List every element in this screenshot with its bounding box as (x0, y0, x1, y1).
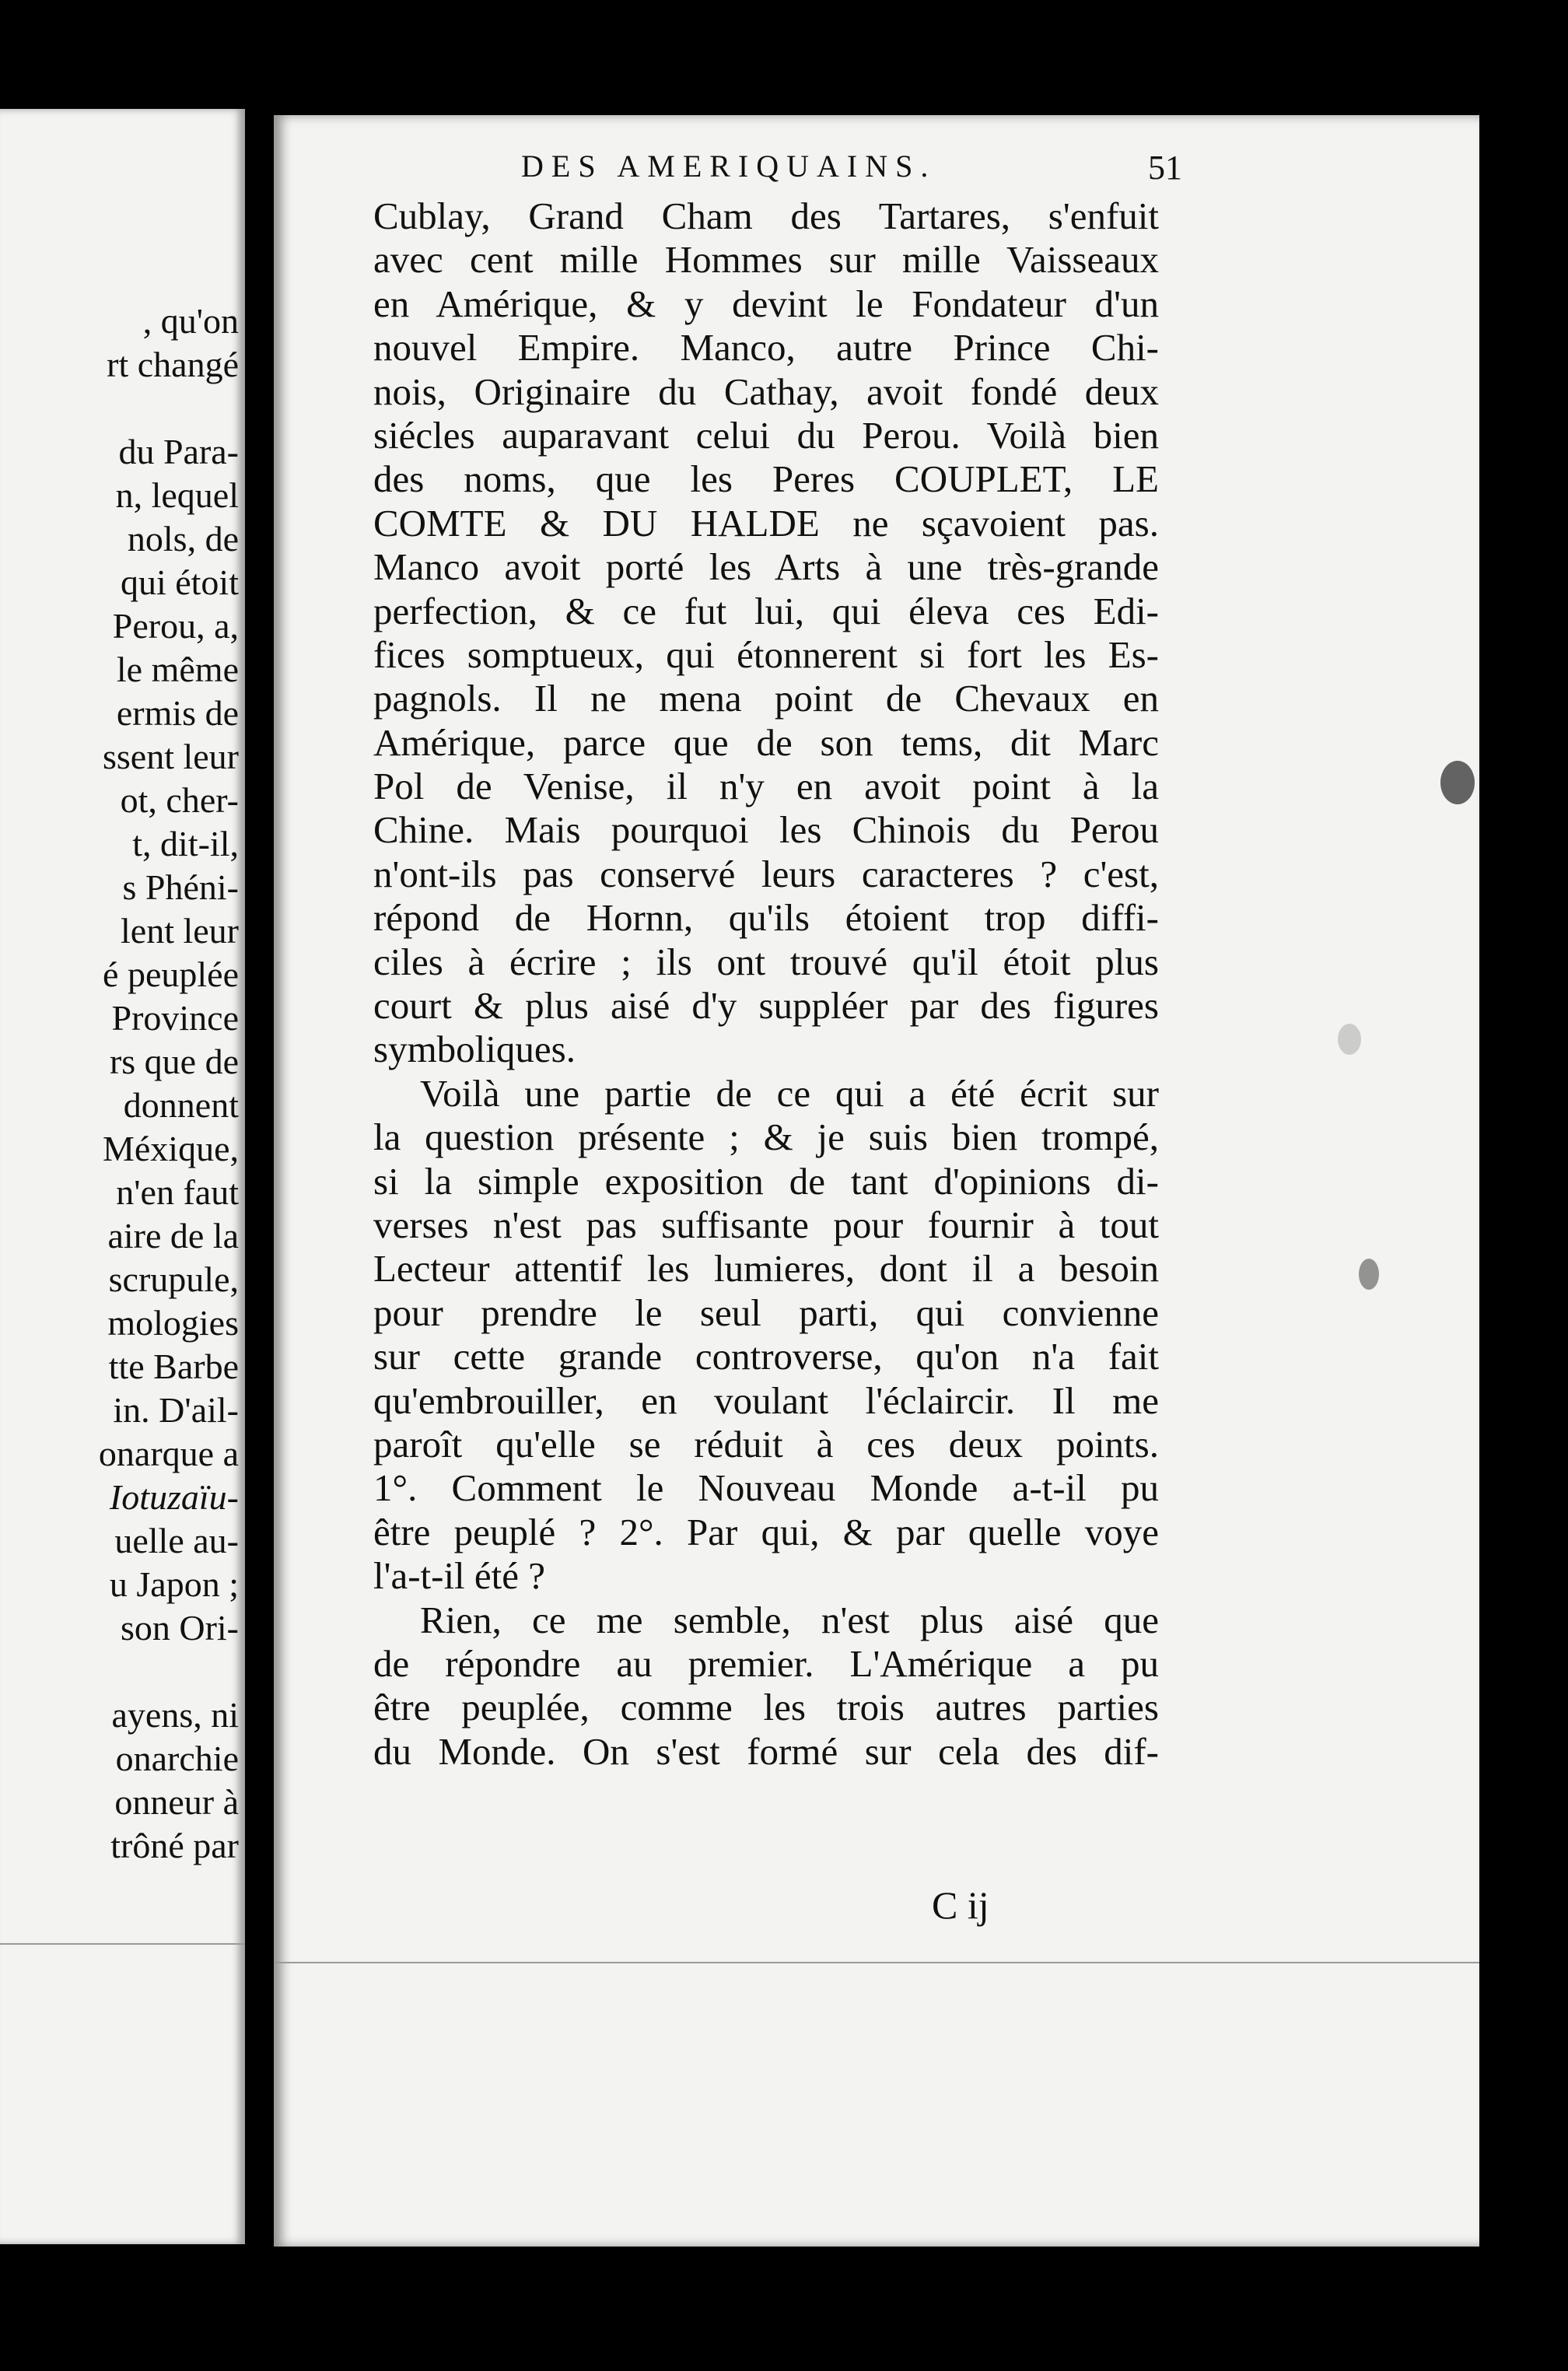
text-line: pour prendre le seul parti, qui convienne (373, 1291, 1159, 1334)
left-text-line: in. D'ail- (113, 1390, 239, 1430)
text-line: Lecteur attentif les lumieres, dont il a besoin (373, 1247, 1159, 1291)
left-text-line: du Para- (118, 432, 239, 471)
text-line: être peuplé ? 2°. Par qui, & par quelle voye (373, 1510, 1159, 1553)
text-line: ciles à écrire ; ils ont trouvé qu'il étoit plus (373, 940, 1159, 983)
page-fold-line (0, 1943, 245, 1945)
left-text-line: donnent (123, 1085, 239, 1125)
left-text-line: onarque a (98, 1434, 239, 1473)
left-text-line: ssent leur (102, 737, 239, 776)
left-text-line: rs que de (109, 1042, 239, 1081)
left-text-line: lent leur (121, 911, 239, 951)
text-line: symboliques. (373, 1028, 576, 1071)
left-text-line: s Phéni- (122, 867, 239, 907)
text-line: Rien, ce me semble, n'est plus aisé que (420, 1598, 1159, 1641)
text-line: Amérique, parce que de son tems, dit Marc (373, 720, 1159, 764)
page-body-text (373, 194, 1159, 1774)
text-line: si la simple exposition de tant d'opinions di- (373, 1159, 1159, 1203)
left-text-line: tte Barbe (108, 1347, 239, 1386)
text-line: 1°. Comment le Nouveau Monde a-t-il pu (373, 1466, 1159, 1510)
left-text-line: uelle au- (114, 1521, 239, 1560)
page-number: 51 (1148, 149, 1182, 187)
ink-blot (1359, 1259, 1379, 1290)
left-text-line: Iotuzaïu- (109, 1477, 239, 1517)
left-text-line: é peuplée (103, 954, 239, 994)
left-text-line: nols, de (127, 519, 239, 559)
left-text-line: , qu'on (142, 301, 239, 341)
text-line: pagnols. Il ne mena point de Chevaux en (373, 677, 1159, 720)
text-line: paroît qu'elle se réduit à ces deux points. (373, 1422, 1159, 1466)
text-line: répond de Hornn, qu'ils étoient trop diffi- (373, 896, 1159, 940)
left-text-line: son Ori- (120, 1608, 239, 1648)
text-line: verses n'est pas suffisante pour fournir à tout (373, 1203, 1159, 1246)
left-text-line: n, lequel (115, 475, 239, 515)
left-text-line: Perou, a, (112, 606, 239, 646)
left-text-line: onarchie (115, 1739, 239, 1778)
left-text-line: aire de la (107, 1216, 239, 1256)
text-line: en Amérique, & y devint le Fondateur d'un (373, 282, 1159, 325)
text-line: siécles auparavant celui du Perou. Voilà bien (373, 413, 1159, 457)
ink-blot (1338, 1024, 1361, 1055)
text-line: fices somptueux, qui étonnerent si fort les Es- (373, 632, 1159, 676)
text-line: Voilà une partie de ce qui a été écrit sur (420, 1071, 1159, 1115)
left-text-line: trôné par (110, 1826, 239, 1865)
left-text-line: n'en faut (116, 1172, 239, 1212)
text-line: avec cent mille Hommes sur mille Vaisseaux (373, 238, 1159, 282)
text-line: Cublay, Grand Cham des Tartares, s'enfuit (373, 194, 1159, 237)
left-text-line: rt changé (107, 345, 239, 384)
page-fold-line (274, 1962, 1479, 1963)
left-text-line: scrupule, (108, 1259, 239, 1299)
left-text-line: onneur à (114, 1782, 239, 1822)
signature-mark: C ij (932, 1883, 989, 1927)
text-line: Manco avoit porté les Arts à une très-grande (373, 545, 1159, 589)
text-line: court & plus aisé d'y suppléer par des figures (373, 984, 1159, 1028)
text-line: n'ont-ils pas conservé leurs caracteres ? c'est, (373, 852, 1159, 895)
left-text-line: Méxique, (102, 1129, 239, 1168)
text-line: être peuplée, comme les trois autres parties (373, 1686, 1159, 1729)
left-text-line: qui étoit (120, 562, 239, 602)
text-line: Chine. Mais pourquoi les Chinois du Perou (373, 808, 1159, 852)
left-text-line: ermis de (116, 693, 239, 733)
text-line: perfection, & ce fut lui, qui éleva ces Edi- (373, 589, 1159, 632)
text-line: de répondre au premier. L'Amérique a pu (373, 1641, 1159, 1685)
text-line: du Monde. On s'est formé sur cela des dif- (373, 1729, 1159, 1773)
left-text-line: mologies (107, 1303, 239, 1343)
text-line: nouvel Empire. Manco, autre Prince Chi- (373, 326, 1159, 369)
text-line: des noms, que les Peres COUPLET, LE (373, 457, 1159, 501)
left-text-line: ot, cher- (120, 780, 239, 820)
text-line: sur cette grande controverse, qu'on n'a fait (373, 1335, 1159, 1378)
running-header-title: DES AMERIQUAINS. (521, 149, 936, 184)
text-line: COMTE & DU HALDE ne sçavoient pas. (373, 501, 1159, 545)
left-text-line: u Japon ; (109, 1564, 239, 1604)
text-line: la question présente ; & je suis bien trompé, (373, 1115, 1159, 1159)
text-line: l'a-t-il été ? (373, 1554, 546, 1598)
ink-blot (1440, 761, 1475, 804)
left-text-line: le même (116, 650, 239, 689)
running-header (521, 148, 1182, 187)
text-line: qu'embrouiller, en voulant l'éclaircir. Il me (373, 1378, 1159, 1422)
left-text-line: Province (111, 998, 239, 1038)
text-line: nois, Originaire du Cathay, avoit fondé deux (373, 369, 1159, 413)
left-text-line: ayens, ni (111, 1695, 239, 1735)
text-line: Pol de Venise, il n'y en avoit point à la (373, 765, 1159, 808)
left-text-line: t, dit-il, (132, 824, 239, 863)
left-facing-page (0, 109, 245, 2244)
